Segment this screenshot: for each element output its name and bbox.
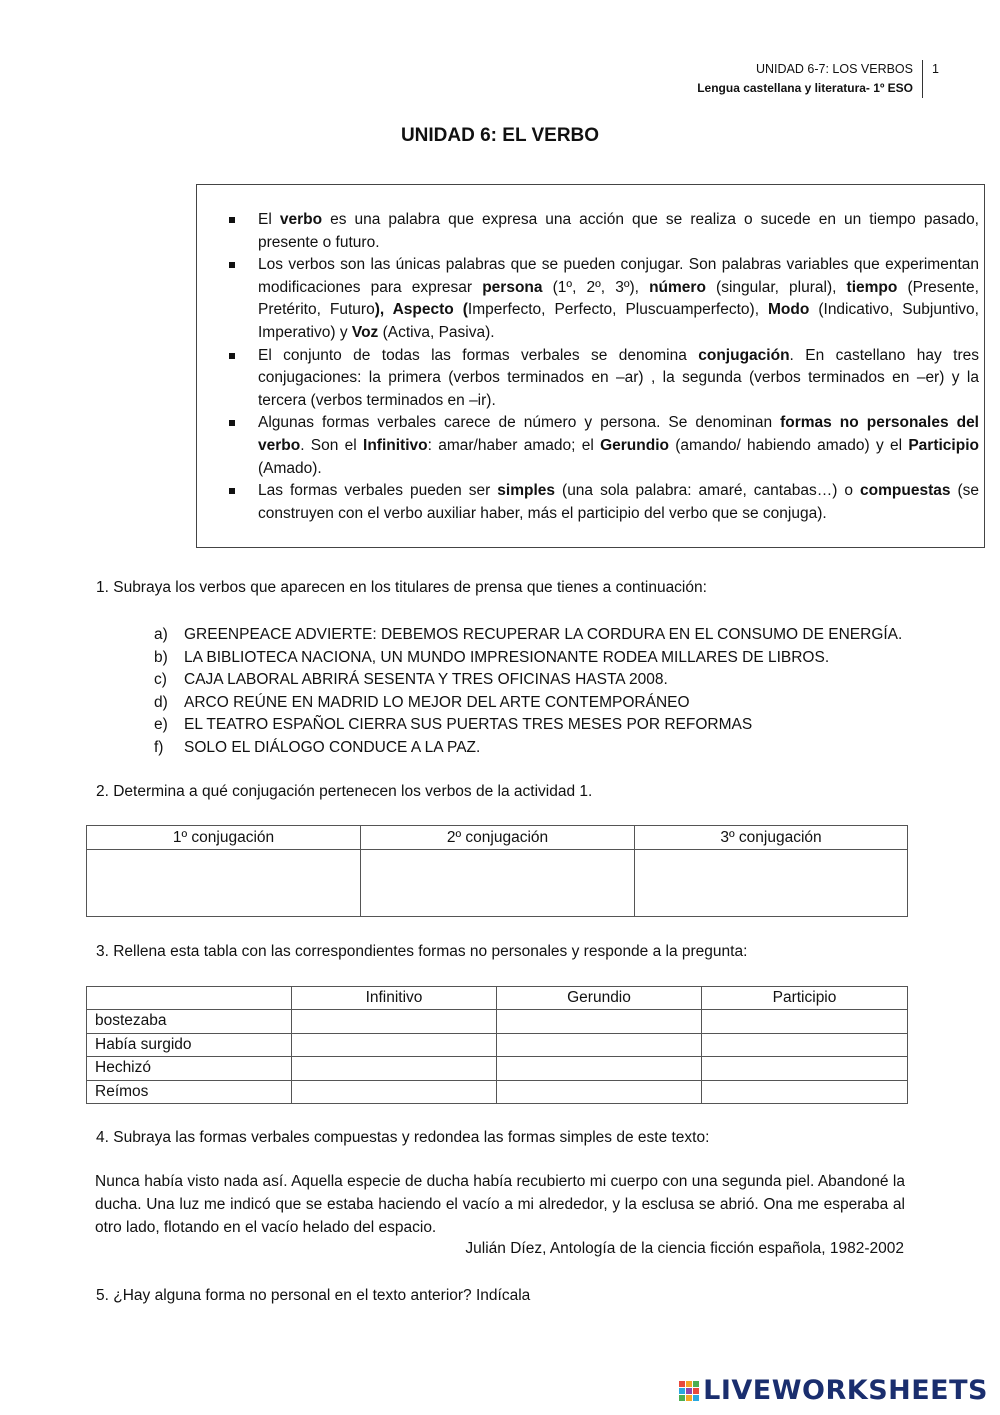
question-3: 3. Rellena esta tabla con las correspondientes formas no personales y responde a la pregunta:	[96, 943, 748, 960]
theory-list	[227, 209, 979, 525]
bold-term: Participio	[908, 436, 979, 454]
bold-term: Gerundio	[600, 436, 669, 454]
item-letter: e)	[154, 716, 168, 734]
logo-square	[686, 1395, 692, 1401]
table-header: 1º conjugación	[87, 826, 361, 850]
text-run: (Amado).	[258, 459, 322, 477]
theory-bullet	[227, 254, 979, 344]
bold-term: Modo	[768, 301, 810, 319]
bullet-icon	[229, 262, 235, 268]
header-unit: UNIDAD 6-7: LOS VERBOS	[756, 62, 913, 76]
text-run: (amando/ habiendo amado) y el	[668, 436, 909, 454]
headline-item	[154, 714, 902, 737]
headline-text[interactable]: CAJA LABORAL ABRIRÁ SESENTA Y TRES OFICINAS HASTA 2008.	[184, 671, 668, 689]
answer-cell[interactable]	[702, 1033, 908, 1057]
headline-text[interactable]: LA BIBLIOTECA NACIONA, UN MUNDO IMPRESIONANTE RODEA MILLARES DE LIBROS.	[184, 648, 830, 666]
logo-square	[679, 1381, 685, 1387]
bold-term: ), Aspecto (	[374, 301, 468, 319]
text-run: (se construyen con el verbo auxiliar haber, más el participio del verbo que se conjuga).	[258, 482, 980, 522]
table-header: Gerundio	[497, 987, 702, 1010]
text-paragraph: Nunca había visto nada así. Aquella especie de ducha había recubierto mi cuerpo con una segunda piel. Abandoné la ducha. Una luz me indicó que se estaba haciendo el vacío a mi alrededor, y la esclusa se abrió. Ona me esperaba al otro lado, flotando en el vacío helado del espacio.	[95, 1173, 905, 1236]
headline-item	[154, 647, 902, 670]
bullet-icon	[229, 420, 235, 426]
text-run: (Presente, Pretérito, Futuro	[258, 278, 979, 319]
text-run: Imperfecto, Perfecto, Pluscuamperfecto),	[467, 301, 769, 319]
text-run: Algunas formas verbales carece de número y persona. Se denominan	[258, 414, 781, 432]
bullet-icon	[229, 488, 235, 494]
question-4: 4. Subraya las formas verbales compuestas y redondea las formas simples de este texto:	[96, 1129, 710, 1146]
answer-cell[interactable]	[292, 1010, 497, 1034]
non-personal-forms-table	[86, 986, 908, 1104]
verb-cell: Había surgido	[87, 1033, 292, 1057]
answer-cell[interactable]	[702, 1057, 908, 1081]
answer-cell[interactable]	[497, 1033, 702, 1057]
text-run: . Son el	[300, 436, 364, 454]
answer-cell[interactable]	[497, 1057, 702, 1081]
table-row	[87, 1057, 908, 1081]
bold-term: tiempo	[846, 278, 898, 296]
answer-cell[interactable]	[292, 1080, 497, 1104]
text-run: Los verbos son las únicas palabras que se pueden conjugar. Son palabras variables que experimentan modificaciones para expresar	[258, 256, 979, 296]
answer-cell[interactable]	[702, 1010, 908, 1034]
liveworksheets-logo	[679, 1375, 988, 1406]
table-header	[87, 987, 292, 1010]
text-run: (singular, plural),	[705, 278, 847, 296]
citation: Julián Díez, Antología de la ciencia ficción española, 1982-2002	[465, 1240, 904, 1257]
item-letter: d)	[154, 693, 168, 711]
table-row	[87, 1080, 908, 1104]
theory-bullet	[227, 345, 979, 413]
table-header: 3º conjugación	[635, 826, 908, 850]
answer-cell[interactable]	[497, 1080, 702, 1104]
bold-term: Voz	[351, 323, 379, 341]
table-header: 2º conjugación	[361, 826, 635, 850]
bold-term: verbo	[279, 211, 323, 228]
bullet-icon	[229, 217, 235, 223]
answer-cell[interactable]	[87, 850, 361, 917]
logo-square	[686, 1388, 692, 1394]
question-2: 2. Determina a qué conjugación pertenecen los verbos de la actividad 1.	[96, 783, 593, 800]
logo-square	[693, 1388, 699, 1394]
bold-term: formas no personales del verbo	[258, 414, 979, 454]
table-header: Infinitivo	[292, 987, 497, 1010]
answer-cell[interactable]	[292, 1057, 497, 1081]
text-run: (Activa, Pasiva).	[378, 323, 495, 341]
theory-box	[196, 184, 985, 548]
text-run: : amar/haber amado; el	[427, 436, 601, 454]
text-run: El	[258, 211, 280, 228]
verb-cell: Hechizó	[87, 1057, 292, 1081]
logo-square	[693, 1381, 699, 1387]
headline-item	[154, 692, 902, 715]
bold-term: número	[649, 278, 706, 296]
headline-item	[154, 624, 902, 647]
page-number: 1	[932, 62, 939, 76]
text-run: (Indicativo, Subjuntivo, Imperativo) y	[258, 301, 979, 341]
verb-cell: bostezaba	[87, 1010, 292, 1034]
bold-term: persona	[482, 278, 543, 296]
answer-cell[interactable]	[292, 1033, 497, 1057]
headline-text[interactable]: GREENPEACE ADVIERTE: DEBEMOS RECUPERAR LA CORDURA EN EL CONSUMO DE ENERGÍA.	[184, 626, 903, 643]
answer-cell[interactable]	[635, 850, 908, 917]
header-divider	[922, 60, 923, 98]
header-subject: Lengua castellana y literatura- 1º ESO	[697, 81, 913, 95]
conjugation-table	[86, 825, 908, 917]
headline-text[interactable]: ARCO REÚNE EN MADRID LO MEJOR DEL ARTE CONTEMPORÁNEO	[184, 693, 690, 711]
question-1: 1. Subraya los verbos que aparecen en los titulares de prensa que tienes a continuación:	[96, 579, 707, 596]
logo-square	[686, 1381, 692, 1387]
bullet-icon	[229, 353, 235, 359]
answer-cell[interactable]	[497, 1010, 702, 1034]
verb-cell: Reímos	[87, 1080, 292, 1104]
bold-term: compuestas	[860, 482, 951, 500]
headline-text[interactable]: EL TEATRO ESPAÑOL CIERRA SUS PUERTAS TRES MESES POR REFORMAS	[184, 716, 753, 734]
theory-bullet	[227, 480, 979, 525]
logo-square	[679, 1388, 685, 1394]
theory-bullet	[227, 412, 979, 480]
headline-list	[154, 624, 902, 760]
question-5: 5. ¿Hay alguna forma no personal en el texto anterior? Indícala	[96, 1287, 531, 1304]
logo-icon	[679, 1381, 699, 1401]
item-letter: b)	[154, 648, 168, 666]
text-run: El conjunto de todas las formas verbales se denomina	[258, 346, 699, 364]
text-run: es una palabra que expresa una acción que se realiza o sucede en un tiempo pasado, presente o futuro.	[258, 211, 979, 251]
text-run: . En castellano hay tres conjugaciones: la primera (verbos terminados en –ar) , la segunda (verbos terminados en –er) y la tercera (verbos terminados en –ir).	[258, 346, 979, 409]
item-letter: c)	[154, 671, 167, 689]
logo-text: LIVEWORKSHEETS	[703, 1375, 988, 1406]
item-letter: f)	[154, 738, 164, 756]
text-run: Las formas verbales pueden ser	[258, 482, 498, 500]
headline-item	[154, 669, 902, 692]
page-title: UNIDAD 6: EL VERBO	[400, 125, 600, 146]
table-row	[87, 1033, 908, 1057]
theory-bullet	[227, 209, 979, 254]
bold-term: Infinitivo	[363, 436, 428, 454]
answer-cell[interactable]	[361, 850, 635, 917]
bold-term: simples	[497, 482, 556, 500]
text-run: (1º, 2º, 3º),	[542, 278, 650, 296]
bold-term: conjugación	[698, 346, 790, 364]
logo-square	[679, 1395, 685, 1401]
headline-item	[154, 737, 902, 760]
headline-text[interactable]: SOLO EL DIÁLOGO CONDUCE A LA PAZ.	[184, 738, 481, 756]
table-row	[87, 1010, 908, 1034]
text-run: (una sola palabra: amaré, cantabas…) o	[555, 482, 861, 500]
item-letter: a)	[154, 626, 168, 643]
answer-cell[interactable]	[702, 1080, 908, 1104]
logo-square	[693, 1395, 699, 1401]
table-header: Participio	[702, 987, 908, 1010]
